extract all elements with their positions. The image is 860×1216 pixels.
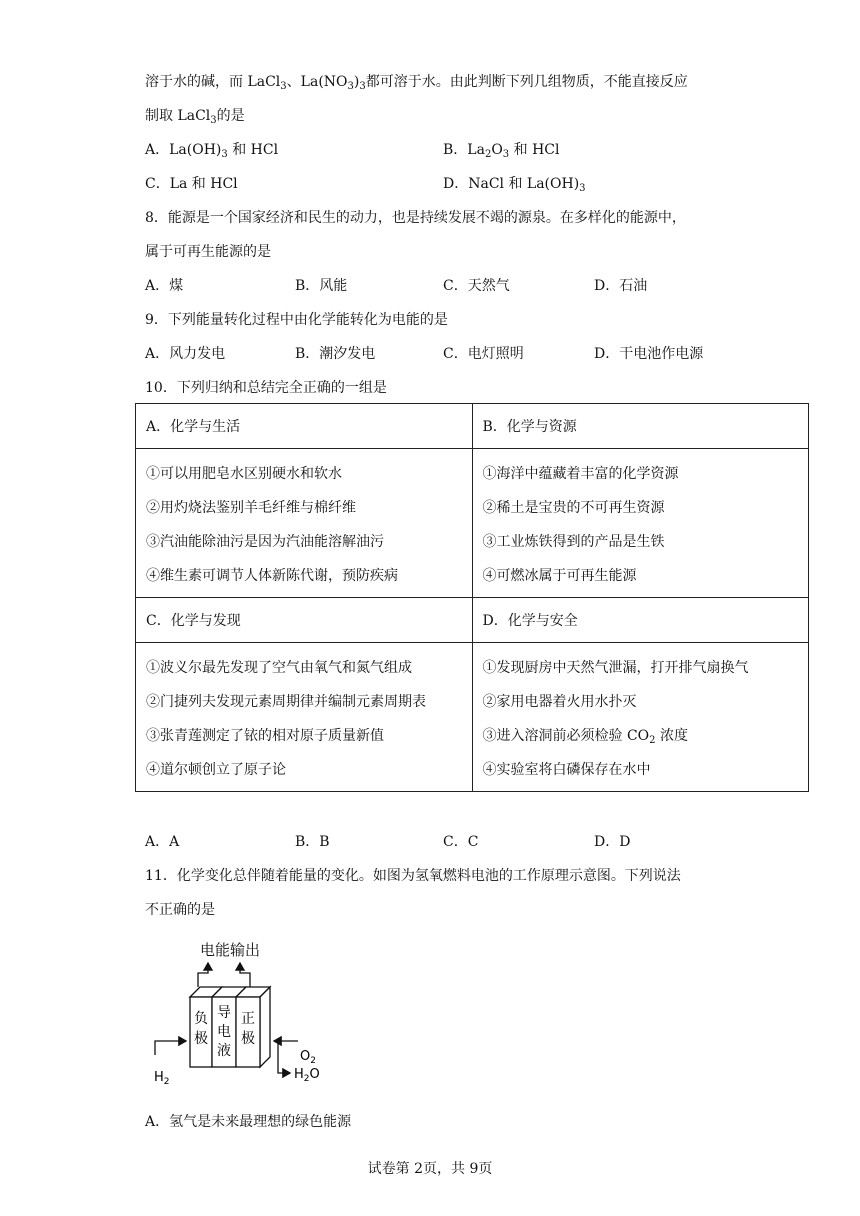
q11-option-a: A．氢气是未来最理想的绿色能源 [145, 1114, 352, 1130]
list-item: ①波义尔最先发现了空气由氧气和氮气组成 [146, 660, 412, 676]
table-cell-d-items [472, 643, 809, 792]
list-item: ①发现厨房中天然气泄漏，打开排气扇换气 [482, 660, 749, 676]
q9-stem: 9．下列能量转化过程中由化学能转化为电能的是 [145, 312, 448, 328]
q7-line1: 溶于水的碱，而 LaCl$_3$、$La(NO_3)_3$都可溶于水。由此判断下列几组物质，不能直接反应 [145, 74, 688, 92]
list-item: ④可燃冰属于可再生能源 [482, 568, 637, 584]
table-cell-a-title: A．化学与生活 [136, 404, 473, 449]
q10-summary-table [135, 403, 809, 792]
q9-option-d: D．干电池作电源 [594, 346, 704, 362]
q11-stem-line2: 不正确的是 [145, 902, 215, 918]
list-item: ②门捷列夫发现元素周期律并编制元素周期表 [146, 694, 426, 710]
q9-option-b: B．潮汐发电 [295, 346, 376, 362]
q7-option-c: C．La 和 HCl [145, 176, 238, 192]
q7-option-a: A．$La(OH)_3$ 和 HCl [145, 142, 279, 160]
list-item: ①可以用肥皂水区别硬水和软水 [146, 466, 342, 482]
table-cell-c-title: C．化学与发现 [136, 598, 473, 643]
list-item: ②稀土是宝贵的不可再生资源 [482, 500, 665, 516]
electrolyte-label-1: 导 [217, 1005, 231, 1021]
h2-label: $H_2$ [154, 1070, 170, 1085]
list-item: ①海洋中蕴藏着丰富的化学资源 [482, 466, 679, 482]
negative-electrode-label-1: 负 [194, 1011, 208, 1027]
output-label: 电能输出 [200, 941, 261, 959]
list-item: ③汽油能除油污是因为汽油能溶解油污 [146, 534, 384, 550]
electrolyte-label-2: 电 [217, 1024, 231, 1040]
table-cell-c-items [136, 643, 473, 792]
electrolyte-label-3: 液 [217, 1043, 231, 1059]
list-item: ③工业炼铁得到的产品是生铁 [482, 534, 665, 550]
q7-option-d: D．NaCl 和 $La(OH)_3$ [443, 176, 586, 194]
q10-stem: 10．下列归纳和总结完全正确的一组是 [145, 380, 387, 396]
q10-option-b: B．B [295, 834, 330, 850]
h2o-label: $H_2O$ [294, 1067, 320, 1084]
list-item: ④道尔顿创立了原子论 [146, 762, 286, 778]
list-item: ③张青莲测定了铱的相对原子质量新值 [146, 728, 384, 744]
q9-option-a: A．风力发电 [145, 346, 226, 362]
list-item: ④维生素可调节人体新陈代谢，预防疾病 [146, 568, 398, 584]
q8-stem-line2: 属于可再生能源的是 [145, 244, 271, 260]
fuel-cell-diagram [150, 935, 340, 1085]
list-item: ④实验室将白磷保存在水中 [482, 762, 651, 778]
q9-option-c: C．电灯照明 [443, 346, 524, 362]
q8-option-a: A．煤 [145, 278, 184, 294]
negative-electrode-label-2: 极 [194, 1031, 208, 1047]
q8-option-b: B．风能 [295, 278, 348, 294]
q11-stem-line1: 11．化学变化总伴随着能量的变化。如图为氢氧燃料电池的工作原理示意图。下列说法 [145, 868, 681, 884]
list-item: ③进入溶洞前必须检验 $CO_2$ 浓度 [482, 728, 688, 746]
q8-option-d: D．石油 [594, 278, 648, 294]
table-cell-b-title: B．化学与资源 [472, 404, 809, 449]
q10-option-a: A．A [145, 834, 180, 850]
q7-line2: 制取 LaCl$_3$的是 [145, 108, 245, 126]
q10-option-c: C．C [443, 834, 479, 850]
table-cell-a-items [136, 449, 473, 598]
page-footer: 试卷第 2页，共 9页 [367, 1161, 493, 1177]
positive-electrode-label-1: 正 [241, 1011, 255, 1027]
q8-option-c: C．天然气 [443, 278, 510, 294]
q7-option-b: B．$La_2O_3$ 和 HCl [443, 142, 560, 160]
list-item: ②用灼烧法鉴别羊毛纤维与棉纤维 [146, 500, 356, 516]
table-cell-d-title: D．化学与安全 [472, 598, 809, 643]
list-item: ②家用电器着火用水扑灭 [482, 694, 637, 710]
table-cell-b-items [472, 449, 809, 598]
q8-stem-line1: 8．能源是一个国家经济和民生的动力，也是持续发展不竭的源泉。在多样化的能源中， [145, 210, 686, 226]
o2-label: $O_2$ [300, 1049, 316, 1066]
q10-option-d: D．D [594, 834, 631, 850]
positive-electrode-label-2: 极 [241, 1031, 255, 1047]
